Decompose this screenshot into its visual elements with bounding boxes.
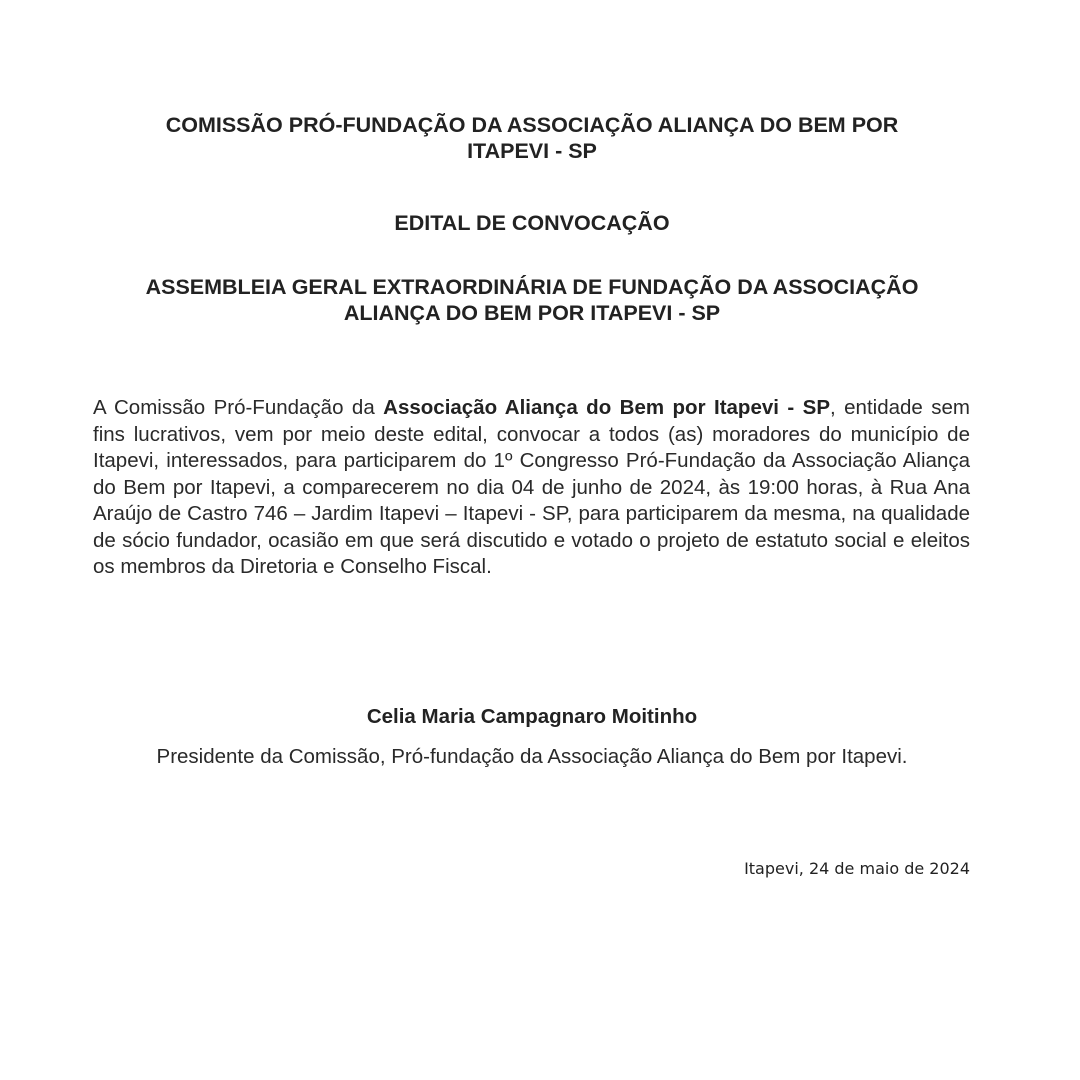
- commission-title-line-1: COMISSÃO PRÓ-FUNDAÇÃO DA ASSOCIAÇÃO ALIANÇA DO BEM POR: [165, 113, 899, 137]
- assembly-title-line-2: ALIANÇA DO BEM POR ITAPEVI - SP: [343, 301, 721, 325]
- assembly-title-line-1: ASSEMBLEIA GERAL EXTRAORDINÁRIA DE FUNDAÇÃO DA ASSOCIAÇÃO: [145, 275, 919, 299]
- signer-name: Celia Maria Campagnaro Moitinho: [366, 705, 698, 728]
- paragraph-intro: A Comissão Pró-Fundação da: [93, 396, 384, 419]
- commission-title-line-2: ITAPEVI - SP: [467, 139, 597, 163]
- date-line: Itapevi, 24 de maio de 2024: [744, 859, 970, 878]
- convocation-paragraph: [93, 395, 970, 581]
- paragraph-text: , entidade sem fins lucrativos, vem por meio deste edital, convocar a todos (as) moradores do município de Itapevi, interessados, para participarem do 1º Congresso Pró-Fundação da Associação Aliança do Bem por Itapevi, a comparecerem no dia 04 de junho de 2024, às 19:00 horas, à Rua Ana Araújo de Castro 746 – Jardim Itapevi – Itapevi - SP, para participarem da mesma, na qualidade de sócio fundador, ocasião em que será discutido e votado o projeto de estatuto social e eleitos os membros da Diretoria e Conselho Fiscal.: [93, 396, 970, 578]
- edital-title: EDITAL DE CONVOCAÇÃO: [394, 211, 670, 235]
- association-name: Associação Aliança do Bem por Itapevi - SP: [383, 396, 831, 419]
- assembly-title: [0, 274, 1064, 326]
- signer-role: Presidente da Comissão, Pró-fundação da Associação Aliança do Bem por Itapevi.: [156, 745, 908, 768]
- commission-title: [0, 112, 1064, 164]
